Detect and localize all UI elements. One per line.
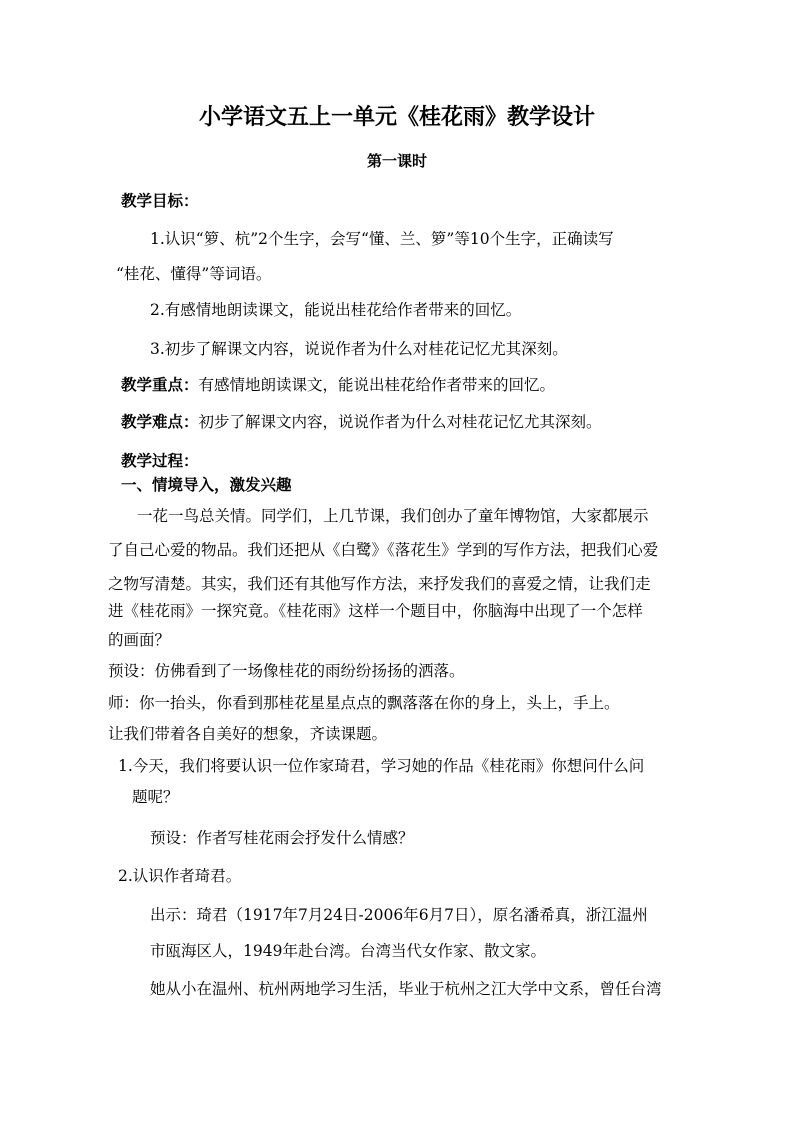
section-1-heading: 一、情境导入，激发兴趣 bbox=[121, 475, 292, 494]
difficult-point-text: 初步了解课文内容，说说作者为什么对桂花记忆尤其深刻。 bbox=[198, 413, 602, 431]
question-2: 2.认识作者琦君。 bbox=[118, 867, 242, 885]
question-1-line-1: 1.今天，我们将要认识一位作家琦君，学习她的作品《桂花雨》你想问什么问 bbox=[118, 757, 645, 775]
goal-1-line-1: 1.认识“箩、杭”2个生字，会写“懂、兰、箩”等10个生字，正确读写 bbox=[150, 230, 614, 248]
intro-paragraph-line-2: 了自己心爱的物品。我们还把从《白鹭》《落花生》学到的写作方法，把我们心爱 bbox=[108, 541, 659, 559]
key-point-label: 教学重点： bbox=[121, 375, 199, 394]
teacher-line: 师：你一抬头，你看到那桂花星星点点的飘落落在你的身上，头上，手上。 bbox=[108, 694, 620, 712]
intro-paragraph-line-3: 之物写清楚。其实，我们还有其他写作方法，来抒发我们的喜爱之情，让我们走 bbox=[108, 575, 651, 593]
goals-heading: 教学目标： bbox=[121, 191, 199, 210]
intro-paragraph-line-1: 一花一鸟总关情。同学们，上几节课，我们创办了童年博物馆，大家都展示 bbox=[137, 507, 649, 525]
key-point-text: 有感情地朗读课文，能说出桂花给作者带来的回忆。 bbox=[198, 376, 556, 394]
intro-paragraph-line-5: 的画面？ bbox=[108, 631, 171, 649]
intro-paragraph-line-4: 进《桂花雨》一探究竟。《桂花雨》这样一个题目中，你脑海中出现了一个怎样 bbox=[108, 602, 643, 620]
goal-3: 3.初步了解课文内容，说说作者为什么对桂花记忆尤其深刻。 bbox=[150, 340, 568, 358]
key-point bbox=[121, 375, 555, 395]
author-intro-line-1: 出示：琦君（1917年7月24日-2006年6月7日），原名潘希真，浙江温州 bbox=[150, 906, 648, 924]
preset-answer-2: 预设：作者写桂花雨会抒发什么情感？ bbox=[150, 829, 414, 847]
difficult-point-label: 教学难点： bbox=[121, 412, 199, 431]
goal-1-line-2: “桂花、懂得”等词语。 bbox=[116, 265, 272, 283]
difficult-point bbox=[121, 412, 602, 432]
question-1-line-2: 题呢？ bbox=[132, 788, 179, 806]
author-intro-line-2: 市瓯海区人，1949年赴台湾。台湾当代女作家、散文家。 bbox=[150, 942, 546, 960]
process-heading: 教学过程： bbox=[121, 451, 199, 470]
document-title: 小学语文五上一单元《桂花雨》教学设计 bbox=[198, 104, 595, 130]
lesson-subtitle: 第一课时 bbox=[366, 152, 427, 170]
author-bio-line-1: 她从小在温州、杭州两地学习生活，毕业于杭州之江大学中文系，曾任台湾 bbox=[150, 980, 662, 998]
goal-2: 2.有感情地朗读课文，能说出桂花给作者带来的回忆。 bbox=[150, 301, 522, 319]
preset-answer-1: 预设：仿佛看到了一场像桂花的雨纷纷扬扬的洒落。 bbox=[108, 662, 465, 680]
read-title-line: 让我们带着各自美好的想象，齐读课题。 bbox=[108, 725, 388, 743]
